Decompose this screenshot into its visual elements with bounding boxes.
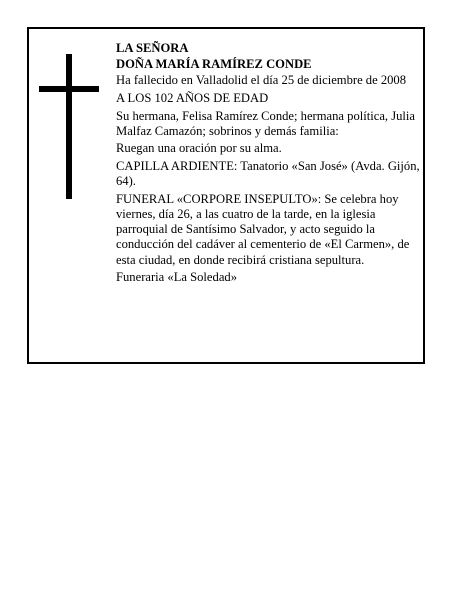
notice-body (116, 41, 424, 288)
prayer-request: Ruegan una oración por su alma. (116, 141, 282, 156)
deceased-name: DOÑA MARÍA RAMÍREZ CONDE (116, 57, 312, 72)
notice-title: LA SEÑORA (116, 41, 189, 55)
latin-cross-icon (39, 54, 99, 199)
death-statement: Ha fallecido en Valladolid el día 25 de diciembre de 2008 (116, 73, 407, 88)
age-statement: A LOS 102 AÑOS DE EDAD (116, 91, 269, 105)
funeral-info: FUNERAL «CORPORE INSEPULTO»: Se celebra hoy viernes, día 26, a las cuatro de la tarde, en la iglesia parroquial de Santísimo Salvador, y acto seguido la conducción del cadáver al cementerio de «El Carmen», de esta ciudad, en donde recibirá cristiana sepultura. (116, 191, 410, 267)
cross-vertical-bar (66, 54, 72, 199)
funeral-home: Funeraria «La Soledad» (116, 270, 237, 285)
obituary-notice (27, 27, 425, 364)
family-statement: Su hermana, Felisa Ramírez Conde; hermana política, Julia Malfaz Camazón; sobrinos y demás familia: (116, 108, 416, 138)
cross-horizontal-bar (39, 86, 99, 92)
chapel-info: CAPILLA ARDIENTE: Tanatorio «San José» (Avda. Gijón, 64). (116, 158, 420, 189)
